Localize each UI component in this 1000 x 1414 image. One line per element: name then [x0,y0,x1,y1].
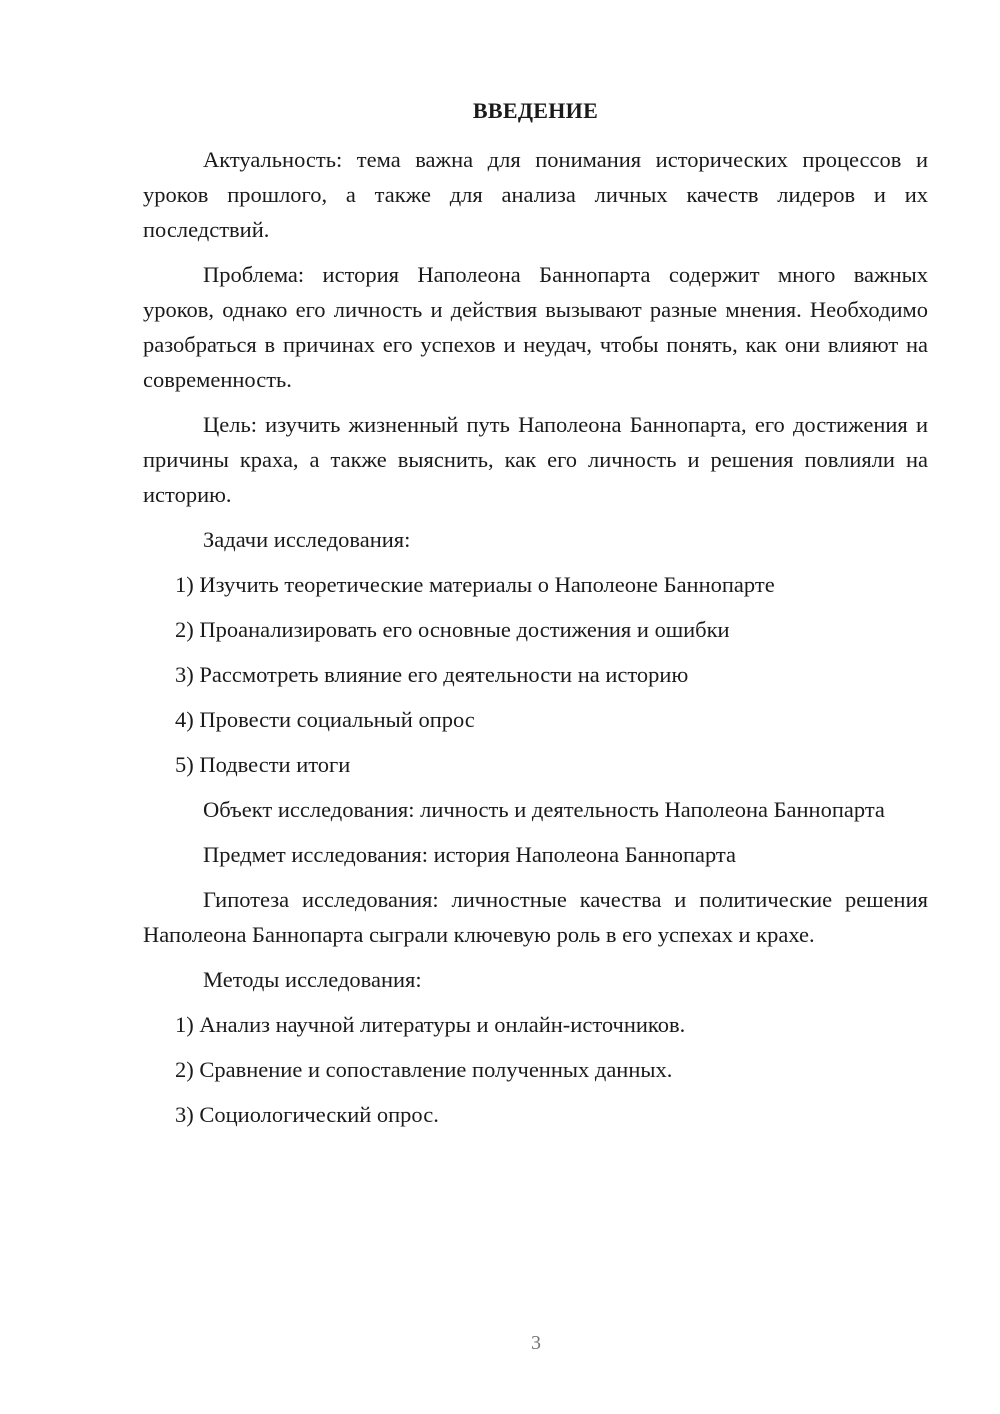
task-item: 1) Изучить теоретические материалы о Наполеоне Баннопарте [175,572,775,597]
method-item: 1) Анализ научной литературы и онлайн-источников. [175,1012,686,1037]
problem-paragraph: Проблема: история Наполеона Баннопарта содержит много важных уроков, однако его личность и действия вызывают разные мнения. Необходимо разобраться в причинах его успехов и неудач, чтобы понять, как они влияют на современность. [143,262,928,392]
task-item: 4) Провести социальный опрос [175,707,475,732]
document-body [143,96,928,1142]
method-item: 3) Социологический опрос. [175,1102,439,1127]
section-heading: ВВЕДЕНИЕ [472,98,599,123]
methods-title: Методы исследования: [203,967,422,992]
hypothesis-paragraph: Гипотеза исследования: личностные качества и политические решения Наполеона Баннопарта сыграли ключевую роль в его успехах и крахе. [143,887,928,947]
task-item: 5) Подвести итоги [175,752,351,777]
tasks-title: Задачи исследования: [203,527,411,552]
method-item: 2) Сравнение и сопоставление полученных данных. [175,1057,673,1082]
subject-paragraph: Предмет исследования: история Наполеона Баннопарта [203,842,737,867]
relevance-paragraph: Актуальность: тема важна для понимания исторических процессов и уроков прошлого, а также для анализа личных качеств лидеров и их последствий. [143,147,928,242]
object-paragraph: Объект исследования: личность и деятельность Наполеона Баннопарта [203,797,885,822]
goal-paragraph: Цель: изучить жизненный путь Наполеона Баннопарта, его достижения и причины краха, а также выяснить, как его личность и решения повлияли на историю. [143,412,928,507]
task-item: 2) Проанализировать его основные достижения и ошибки [175,617,730,642]
page-number: 3 [531,1332,541,1354]
tasks-list [143,567,928,782]
methods-list [143,1007,928,1132]
task-item: 3) Рассмотреть влияние его деятельности на историю [175,662,689,687]
